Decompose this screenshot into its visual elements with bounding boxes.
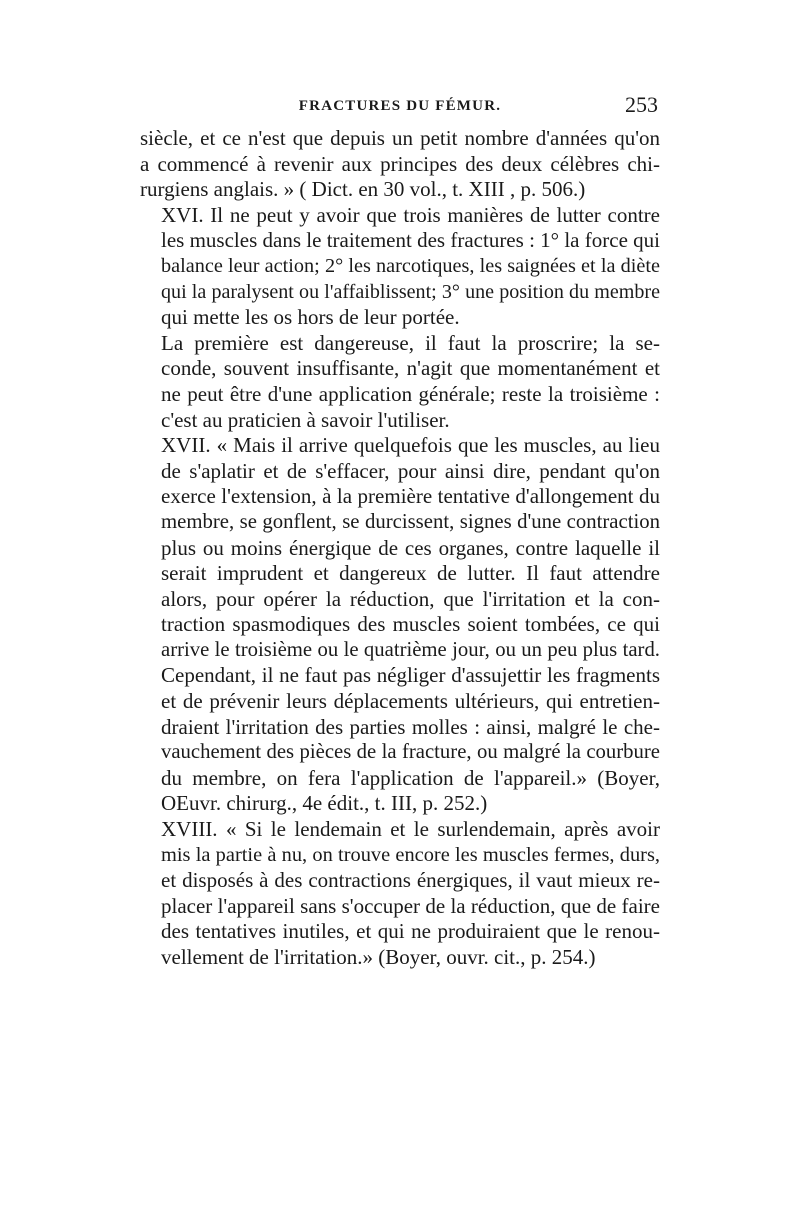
paragraph-continuation [140, 126, 660, 203]
text-line: qui la paralysent ou l'affaiblissent; 3° une position du membre [161, 280, 660, 303]
text-line: mis la partie à nu, on trouve encore les muscles fermes, durs, [161, 843, 660, 866]
text-line: arrive le troisième ou le quatrième jour, ou un peu plus tard. [161, 638, 660, 661]
text-line: La première est dangereuse, il faut la proscrire; la se- [161, 330, 660, 355]
text-line: Cependant, il ne faut pas négliger d'assujettir les fragments [161, 663, 660, 688]
text-line: a commencé à revenir aux principes des deux célèbres chi- [140, 151, 660, 176]
page-number: 253 [625, 92, 658, 117]
body-text [140, 126, 660, 971]
text-line: draient l'irritation des parties molles : ainsi, malgré le che- [161, 714, 660, 739]
text-line: les muscles dans le traitement des fractures : 1° la force qui [161, 228, 660, 253]
text-line: rurgiens anglais. » ( Dict. en 30 vol., t. XIII , p. 506.) [140, 177, 586, 202]
paragraph-xvi [140, 203, 660, 331]
text-line: des tentatives inutiles, et qui ne produiraient que le renou- [161, 919, 660, 944]
text-line: exerce l'extension, à la première tentative d'allongement du [161, 484, 660, 509]
text-line: XVI. Il ne peut y avoir que trois manières de lutter contre [161, 202, 660, 227]
text-line: balance leur action; 2° les narcotiques, les saignées et la diète [161, 254, 660, 277]
text-line: XVII. « Mais il arrive quelquefois que les muscles, au lieu [161, 433, 660, 458]
text-line: plus ou moins énergique de ces organes, contre laquelle il [161, 535, 660, 560]
text-line: vellement de l'irritation.» (Boyer, ouvr. cit., p. 254.) [161, 945, 596, 969]
text-line: OEuvr. chirurg., 4e édit., t. III, p. 252.) [161, 791, 488, 816]
text-line: membre, se gonflent, se durcissent, signes d'une contraction [161, 510, 660, 533]
running-head [140, 92, 660, 126]
text-line: et de prévenir leurs déplacements ultérieurs, qui entretien- [161, 689, 660, 714]
text-line: conde, souvent insuffisante, n'agit que momentanément et [161, 356, 660, 381]
text-line: alors, pour opérer la réduction, que l'irritation et la con- [161, 586, 660, 611]
text-line: c'est au praticien à savoir l'utiliser. [161, 407, 450, 432]
text-line: qui mette les os hors de leur portée. [161, 305, 460, 330]
text-line: XVIII. « Si le lendemain et le surlendemain, après avoir [161, 817, 660, 842]
text-line: traction spasmodiques des muscles soient tombées, ce qui [161, 612, 660, 637]
text-line: siècle, et ce n'est que depuis un petit nombre d'années qu'on [140, 126, 660, 150]
text-line: vauchement des pièces de la fracture, ou malgré la courbure [161, 741, 660, 764]
text-line: de s'aplatir et de s'effacer, pour ainsi dire, pendant qu'on [161, 458, 660, 483]
text-line: placer l'appareil sans s'occuper de la réduction, que de faire [161, 893, 660, 918]
running-title: FRACTURES DU FÉMUR. [298, 98, 502, 114]
paragraph-premiere [140, 331, 660, 433]
text-line: serait imprudent et dangereux de lutter. Il faut attendre [161, 561, 660, 586]
book-page [140, 92, 660, 1092]
paragraph-xvii [140, 433, 660, 817]
text-line: du membre, on fera l'application de l'appareil.» (Boyer, [161, 765, 660, 790]
text-line: et disposés à des contractions énergiques, il vaut mieux re- [161, 868, 660, 893]
paragraph-xviii [140, 817, 660, 971]
text-line: ne peut être d'une application générale; reste la troisième : [161, 381, 660, 406]
